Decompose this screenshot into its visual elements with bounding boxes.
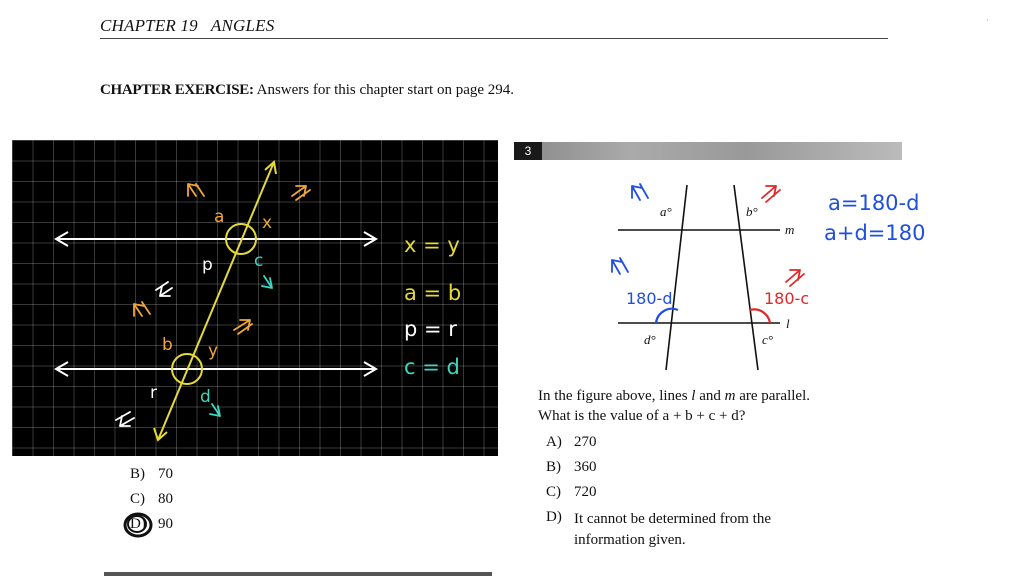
- header-rule: [100, 38, 888, 39]
- choice-c[interactable]: C) 720: [546, 484, 597, 500]
- angle-r-label: r: [150, 383, 157, 403]
- figure-m-label: m: [785, 222, 795, 237]
- figure-b-label: b°: [746, 204, 758, 219]
- choice-b[interactable]: B) 360: [546, 459, 597, 475]
- equation-x-y: x = y: [404, 233, 460, 257]
- angle-drawing-board: [12, 140, 498, 456]
- choice-d-left: D) 90: [130, 516, 173, 541]
- angle-p-label: p: [202, 255, 213, 275]
- choice-c-left: C) 80: [130, 491, 173, 507]
- page-mark: ·: [986, 16, 989, 25]
- equation-a-b: a = b: [404, 281, 462, 305]
- annotation-180-c: 180-c: [764, 289, 810, 308]
- chapter-exercise-line: [100, 82, 514, 99]
- choice-a[interactable]: A) 270: [546, 434, 597, 450]
- bottom-rule: [104, 572, 492, 576]
- exercise-label: CHAPTER EXERCISE:: [100, 82, 254, 98]
- angle-y-label: y: [208, 341, 219, 361]
- figure-l-label: l: [786, 316, 790, 331]
- figure-c-label: c°: [762, 332, 773, 347]
- angle-a-label: a: [214, 207, 225, 227]
- figure-d-label: d°: [644, 332, 656, 347]
- question-header-bar: [514, 142, 902, 160]
- question-number: 3: [514, 142, 542, 160]
- annotation-a-eq: a=180-d: [828, 191, 920, 215]
- chapter-title: CHAPTER 19 ANGLES: [100, 16, 275, 35]
- transversal-line: [154, 162, 276, 440]
- annotation-a-plus-d: a+d=180: [824, 221, 926, 245]
- answer-choices: [546, 434, 824, 548]
- angle-arc-red: [750, 309, 770, 323]
- previous-question-choices: [130, 466, 173, 541]
- choice-d[interactable]: D) It cannot be determined from the information given.: [546, 509, 772, 548]
- direction-arrows: [116, 184, 310, 426]
- parallel-lines-sketch: [12, 140, 498, 456]
- figure-a-label: a°: [660, 204, 672, 219]
- choice-b-left: B) 70: [130, 466, 173, 482]
- equation-c-d: c = d: [404, 355, 460, 379]
- angle-x-label: x: [262, 213, 273, 233]
- parallel-lines-figure: [600, 170, 960, 380]
- annotation-180-d: 180-d: [626, 289, 673, 308]
- circled-answer-mark: [122, 510, 156, 540]
- exercise-text: Answers for this chapter start on page 294.: [253, 82, 515, 98]
- question-line-2: What is the value of a + b + c + d?: [538, 408, 746, 424]
- question-line-1: In the figure above, lines l and m are parallel.: [538, 388, 810, 404]
- angle-d-label: d: [200, 387, 211, 407]
- angle-arc-blue: [656, 309, 678, 323]
- equation-p-r: p = r: [404, 317, 457, 341]
- angle-b-label: b: [162, 335, 173, 355]
- question-text: [538, 386, 898, 426]
- angle-c-label: c: [254, 251, 264, 271]
